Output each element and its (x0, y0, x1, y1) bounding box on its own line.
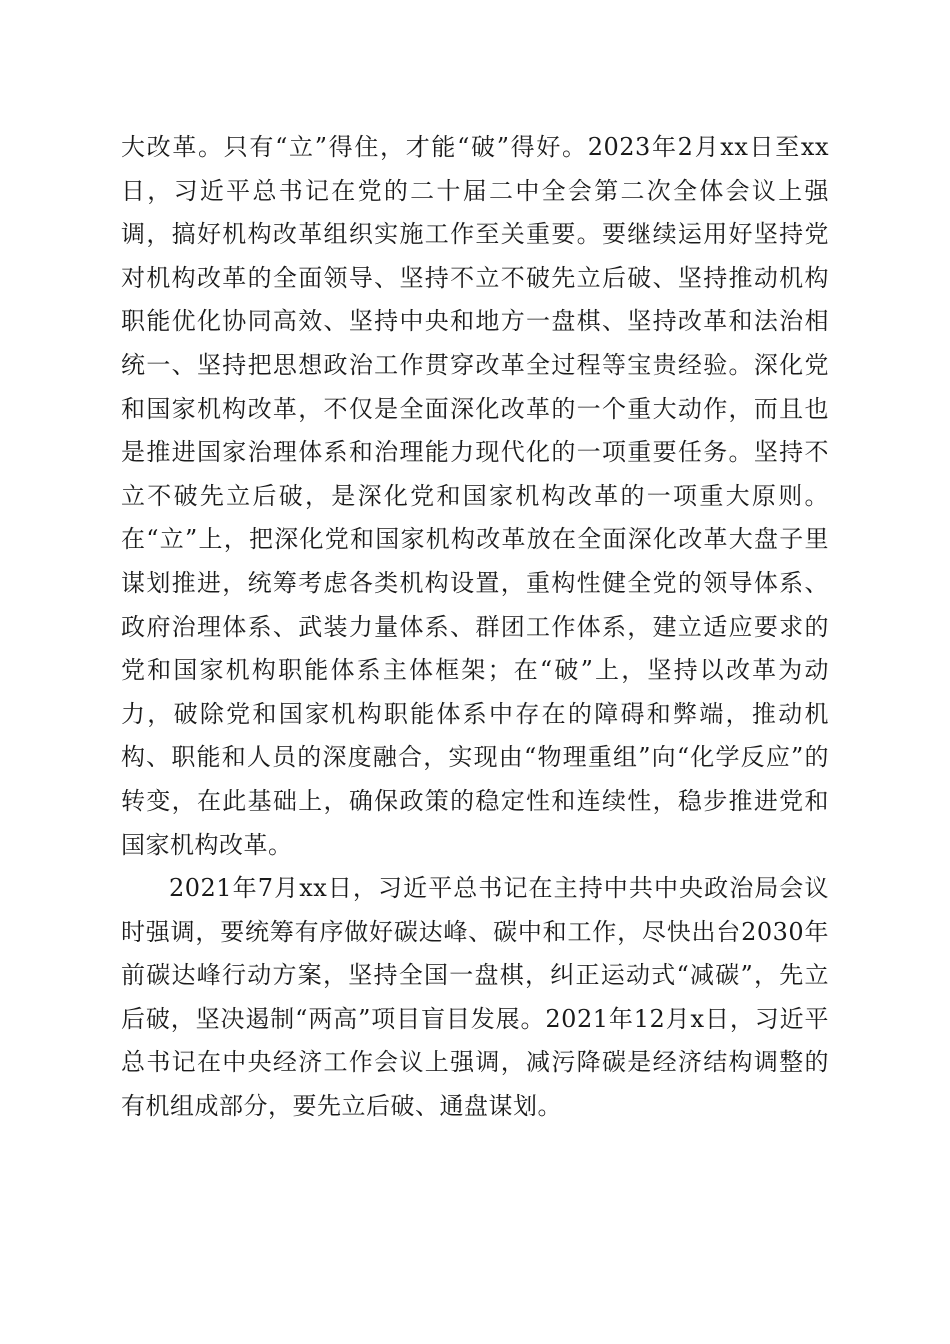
paragraph: 2021年7月xx日，习近平总书记在主持中共中央政治局会议时强调，要统筹有序做好碳达峰、碳中和工作，尽快出台2030年前碳达峰行动方案，坚持全国一盘棋，纠正运动式“减碳”，先立后破，坚决遏制“两高”项目盲目发展。2021年12月x日，习近平总书记在中央经济工作会议上强调，减污降碳是经济结构调整的有机组成部分，要先立后破、通盘谋划。 (121, 874, 829, 1121)
paragraph-continued: 大改革。只有“立”得住，才能“破”得好。2023年2月xx日至xx日，习近平总书记在党的二十届二中全会第二次全体会议上强调，搞好机构改革组织实施工作至关重要。要继续运用好坚持党对机构改革的全面领导、坚持不立不破先立后破、坚持推动机构职能优化协同高效、坚持中央和地方一盘棋、坚持改革和法治相统一、坚持把思想政治工作贯穿改革全过程等宝贵经验。深化党和国家机构改革，不仅是全面深化改革的一个重大动作，而且也是推进国家治理体系和治理能力现代化的一项重要任务。坚持不立不破先立后破，是深化党和国家机构改革的一项重大原则。在“立”上，把深化党和国家机构改革放在全面深化改革大盘子里谋划推进，统筹考虑各类机构设置，重构性健全党的领导体系、政府治理体系、武装力量体系、群团工作体系，建立适应要求的党和国家机构职能体系主体框架；在“破”上，坚持以改革为动力，破除党和国家机构职能体系中存在的障碍和弊端，推动机构、职能和人员的深度融合，实现由“物理重组”向“化学反应”的转变，在此基础上，确保政策的稳定性和连续性，稳步推进党和国家机构改革。 (121, 133, 829, 859)
body-text (121, 126, 829, 1129)
